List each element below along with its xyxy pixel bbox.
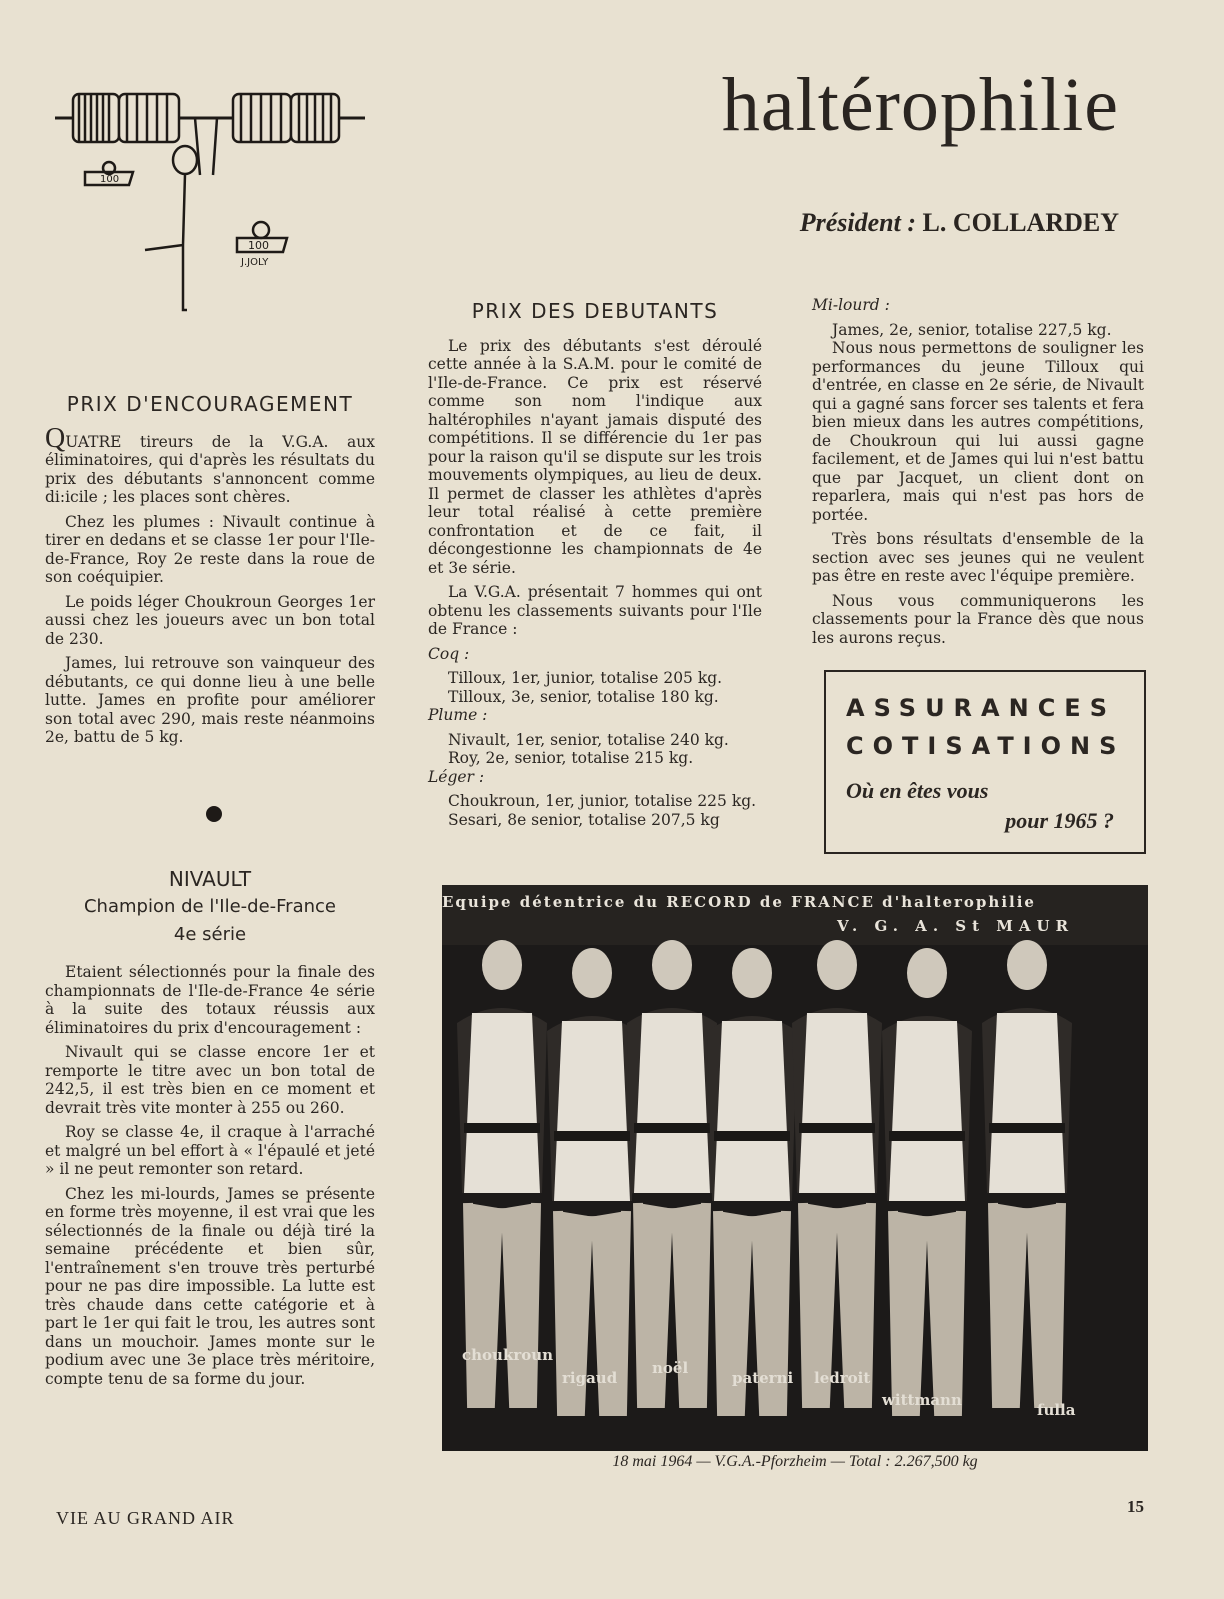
nivault-section: [45, 865, 375, 1394]
encouragement-heading: PRIX D'ENCOURAGEMENT: [66, 392, 354, 416]
photo-caption-top1: Equipe détentrice du RECORD de FRANCE d'halterophilie: [442, 893, 1036, 911]
athlete-name-label: wittmann: [882, 1391, 962, 1409]
athlete-name-label: noël: [652, 1359, 689, 1377]
svg-text:100: 100: [248, 239, 269, 252]
nivault-heading: NIVAULT: [168, 867, 252, 891]
team-photo: [442, 885, 1148, 1451]
milourd-p3: Nous vous communiquerons les classements pour la France dès que nous les aurons reçus.: [812, 591, 1144, 647]
athlete-name-label: ledroit: [814, 1369, 871, 1387]
weightlifter-cartoon: [45, 80, 375, 325]
photo-caption: 18 mai 1964 — V.G.A.-Pforzheim — Total : 2.267,500 kg: [612, 1453, 978, 1470]
milourd-result: James, 2e, senior, totalise 227,5 kg.: [832, 320, 1112, 339]
athlete-name-label: paterni: [732, 1369, 794, 1387]
athlete-name-label: choukroun: [462, 1346, 554, 1364]
insurance-box: [824, 670, 1146, 854]
president-line: [800, 208, 1119, 238]
left-plates-icon: [73, 94, 179, 142]
milourd-section: [812, 296, 1144, 653]
coq-result-1: Tilloux, 1er, junior, totalise 205 kg.: [448, 669, 723, 687]
box-line3: Où en êtes vous: [846, 778, 989, 803]
athlete-name-label: fulla: [1037, 1401, 1076, 1419]
leger-result-1: Choukroun, 1er, junior, totalise 225 kg.: [448, 792, 757, 810]
encouragement-p2: Chez les plumes : Nivault continue à tirer en dedans et se classe 1er pour l'Ile-de-France, Roy 2e reste dans la roue de son coéquipier.: [45, 512, 375, 586]
magazine-name: VIE AU GRAND AIR: [56, 1508, 235, 1528]
athlete-name-label: rigaud: [562, 1369, 618, 1387]
encouragement-p4: James, lui retrouve son vainqueur des débutants, ce qui donne lieu à une belle lutte. James en profite pour améliorer son total avec 290, mais reste néanmoins 2e, battu de 5 kg.: [45, 654, 375, 746]
box-line4: pour 1965 ?: [1005, 808, 1114, 833]
milourd-p2: Très bons résultats d'ensemble de la section avec ses jeunes qui ne veulent pas être en reste avec l'équipe première.: [812, 530, 1144, 585]
cat-coq: Coq :: [428, 644, 470, 663]
photo-caption-top2: V. G. A. St MAUR: [837, 917, 1075, 935]
nivault-sub1: Champion de l'Ile-de-France: [83, 896, 336, 917]
plume-result-1: Nivault, 1er, senior, totalise 240 kg.: [448, 730, 729, 749]
milourd-p1: Nous nous permettons de souligner les performances du jeune Tilloux qui d'entrée, en classe en 2e série, de Nivault qui a gagné sans forcer ses talents et fera bien mieux dans les autres compétitions, de Choukroun qui lui aussi gagne facilement, et de James qui lui n'est battu que par Jacquet, un client dont on reparlera, mais qui n'est pas hors de portée.: [812, 339, 1144, 524]
encouragement-section: [45, 392, 375, 753]
debutants-p1: Le prix des débutants s'est déroulé cette année à la S.A.M. pour le comité de l'Ile-de-France. Ce prix est réservé comme son nom l'indique aux haltérophiles n'ayant jamais disputé des compétitions. Il se différencie du 1er pas pour la raison qu'il se dispute sur les trois mouvements olympiques, au lieu de deux. Il permet de classer les athlètes d'après leur total réalisé à cette première confrontation et de ce fait, il décongestionne les championnats de 4e et 3e série.: [428, 336, 762, 577]
encouragement-p3: Le poids léger Choukroun Georges 1er aussi chez les joueurs avec un bon total de 230.: [45, 592, 375, 648]
cat-milourd: Mi-lourd :: [812, 296, 890, 314]
president-role: Président :: [799, 208, 917, 237]
svg-text:J.JOLY: J.JOLY: [241, 257, 269, 268]
svg-text:100: 100: [100, 174, 120, 185]
nivault-p4: Chez les mi-lourds, James se présente en forme très moyenne, il est vrai que les sélectionnés de la finale ou déjà tiré la semaine précédente et bien sûr, l'entraînement s'en trouve très perturbé pour ne pas dire impossible. La lutte est très chaude dans cette catégorie et à part le 1er qui fait le trou, les autres sont dans un mouchoir. James monte sur le podium avec une 3e place très méritoire, compte tenu de sa forme du jour.: [45, 1184, 375, 1388]
section-bullet: [206, 806, 222, 822]
right-plates-icon: [233, 94, 339, 142]
team-photo-illustration: [442, 885, 1148, 1451]
encouragement-p1: [45, 422, 375, 507]
page-title: haltérophilie: [721, 63, 1119, 147]
encouragement-p1-text: UATRE tireurs de la V.G.A. aux éliminatoires, qui d'après les résultats du prix des débutants s'annoncent comme di:icile ; les places sont chères.: [45, 432, 375, 506]
box-line1: ASSURANCES: [846, 694, 1116, 722]
debutants-p2: La V.G.A. présentait 7 hommes qui ont obtenu les classements suivants pour l'Ile de France :: [428, 583, 762, 638]
nivault-p2: Nivault qui se classe encore 1er et remporte le titre avec un bon total de 242,5, il est très bien en ce moment et devrait très vite monter à 255 ou 260.: [45, 1043, 375, 1117]
box-line2: COTISATIONS: [846, 732, 1126, 760]
nivault-p1: Etaient sélectionnés pour la finale des championnats de l'Ile-de-France 4e série à la suite des totaux réussis aux éliminatoires du prix d'encouragement :: [45, 963, 375, 1037]
cat-plume: Plume :: [428, 706, 488, 724]
coq-result-2: Tilloux, 3e, senior, totalise 180 kg.: [448, 687, 719, 706]
leger-result-2: Sesari, 8e senior, totalise 207,5 kg: [448, 810, 720, 829]
plume-result-2: Roy, 2e, senior, totalise 215 kg.: [448, 749, 694, 767]
debutants-heading: PRIX DES DEBUTANTS: [471, 299, 719, 323]
cat-leger: Léger :: [428, 767, 485, 786]
debutants-section: [428, 299, 762, 829]
nivault-sub2: 4e série: [173, 924, 247, 945]
president-name: L. COLLARDEY: [922, 208, 1119, 237]
nivault-p3: Roy se classe 4e, il craque à l'arraché et malgré un bel effort à « l'épaulé et jeté » il ne peut remonter son retard.: [45, 1123, 375, 1178]
dropcap: Q: [45, 422, 66, 454]
page-number: 15: [1127, 1497, 1144, 1516]
